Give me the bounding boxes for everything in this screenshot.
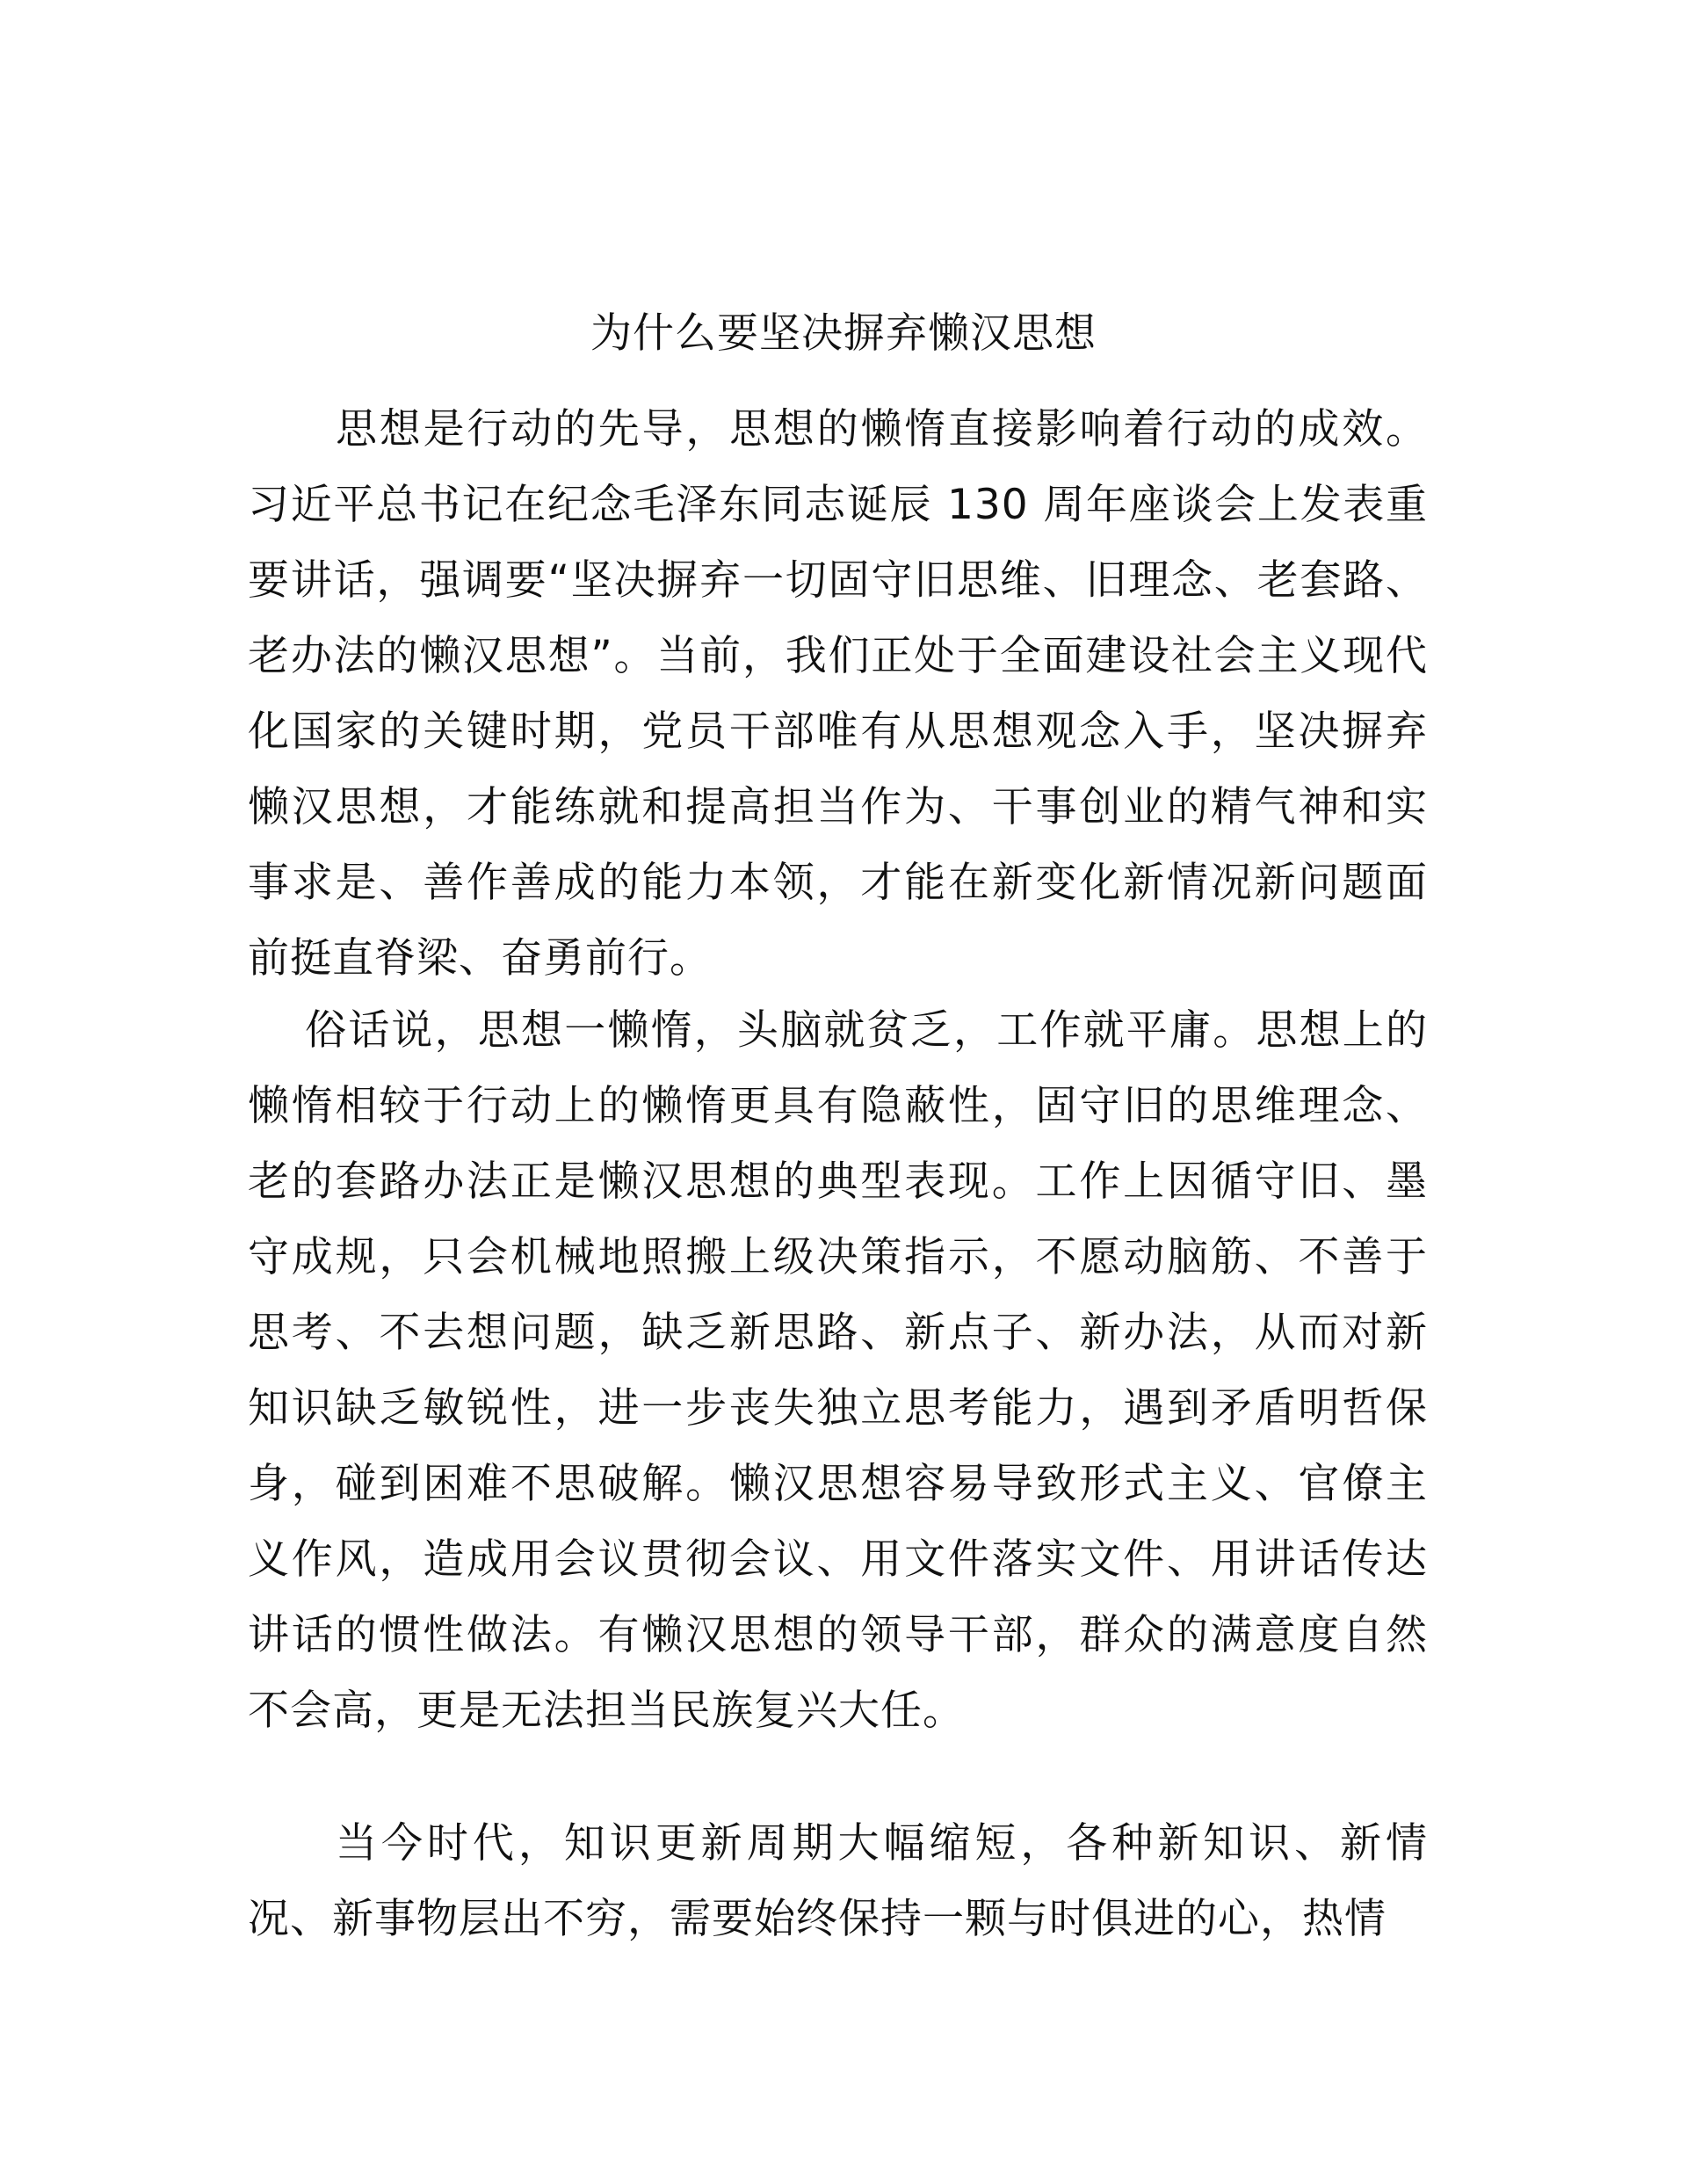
paragraph-2: 俗话说，思想一懒惰，头脑就贫乏，工作就平庸。思想上的懒惰相较于行动上的懒惰更具有隐蔽性，固守旧的思维理念、老的套路办法正是懒汉思想的典型表现。工作上因循守旧、墨守成规，只会机械地照搬上级决策指示，不愿动脑筋、不善于思考、不去想问题，缺乏新思路、新点子、新办法，从而对新知识缺乏敏锐性，进一步丧失独立思考能力，遇到矛盾明哲保身，碰到困难不思破解。懒汉思想容易导致形式主义、官僚主义作风，造成用会议贯彻会议、用文件落实文件、用讲话传达讲话的惯性做法。有懒汉思想的领导干部，群众的满意度自然不会高，更是无法担当民族复兴大任。: [248, 1006, 1428, 1735]
document-title: 为什么要坚决摒弃懒汉思想: [590, 309, 1097, 358]
paragraph-3: 当今时代，知识更新周期大幅缩短，各种新知识、新情况、新事物层出不穷，需要始终保持一颗与时俱进的心，热情: [248, 1819, 1428, 1943]
paragraph-1: 思想是行动的先导，思想的懒惰直接影响着行动的成效。习近平总书记在纪念毛泽东同志诞辰 130 周年座谈会上发表重要讲话，强调要“坚决摒弃一切固守旧思维、旧理念、老套路、老办法的懒汉思想”。当前，我们正处于全面建设社会主义现代化国家的关键时期，党员干部唯有从思想观念入手，坚决摒弃懒汉思想，才能练就和提高担当作为、干事创业的精气神和实事求是、善作善成的能力本领，才能在新变化新情况新问题面前挺直脊梁、奋勇前行。: [248, 405, 1428, 983]
